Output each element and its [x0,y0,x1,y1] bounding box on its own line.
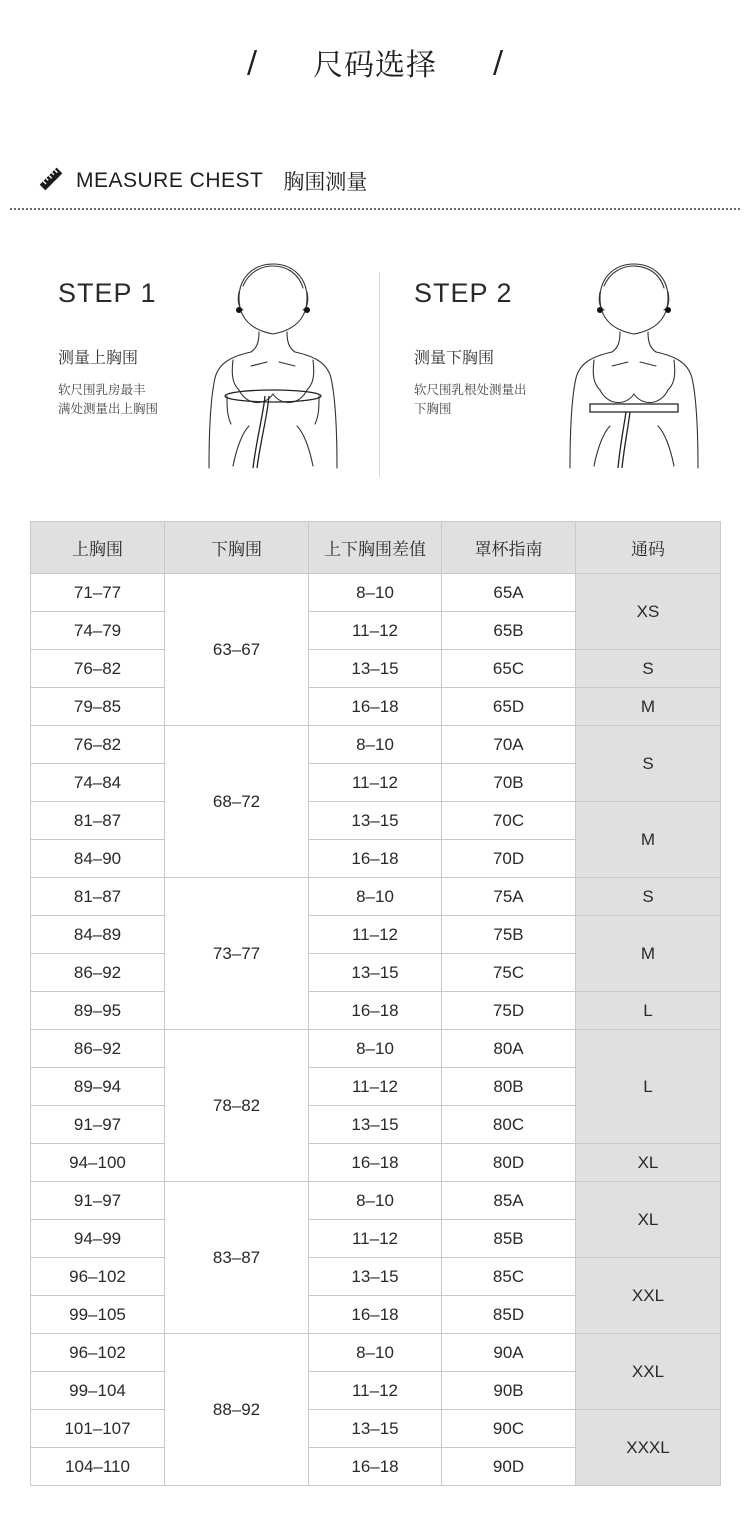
table-row [31,574,721,612]
difference-cell: 16–18 [309,992,442,1030]
size-cell: XL [576,1144,721,1182]
upper-chest-cell: 94–100 [31,1144,165,1182]
cup-cell: 70A [442,726,576,764]
page-title-text: 尺码选择 [313,48,437,83]
difference-cell: 13–15 [309,1410,442,1448]
difference-cell: 13–15 [309,650,442,688]
upper-chest-cell: 79–85 [31,688,165,726]
upper-chest-cell: 89–95 [31,992,165,1030]
table-row [31,1030,721,1068]
section-title-zh: 胸围测量 [283,170,368,194]
step-2-description [414,380,544,418]
size-cell: XXXL [576,1410,721,1486]
cup-cell: 85D [442,1296,576,1334]
cup-cell: 70D [442,840,576,878]
size-chart-table [30,521,721,1486]
step-1-desc-line-2: 满处测量出上胸围 [58,401,159,416]
difference-cell: 11–12 [309,612,442,650]
step-1-desc-line-1: 软尺围乳房最丰 [58,382,146,397]
table-row [31,1410,721,1448]
upper-chest-cell: 84–90 [31,840,165,878]
difference-cell: 8–10 [309,1334,442,1372]
cup-cell: 80A [442,1030,576,1068]
size-cell: M [576,802,721,878]
cup-cell: 80C [442,1106,576,1144]
cup-cell: 75C [442,954,576,992]
size-cell: XS [576,574,721,650]
upper-chest-cell: 74–79 [31,612,165,650]
cup-cell: 70B [442,764,576,802]
size-cell: XXL [576,1334,721,1410]
difference-cell: 11–12 [309,1068,442,1106]
cup-cell: 75A [442,878,576,916]
cup-cell: 85A [442,1182,576,1220]
difference-cell: 13–15 [309,1106,442,1144]
upper-chest-cell: 71–77 [31,574,165,612]
under-chest-cell: 68–72 [165,726,309,878]
difference-cell: 13–15 [309,802,442,840]
difference-cell: 16–18 [309,1296,442,1334]
upper-chest-cell: 94–99 [31,1220,165,1258]
table-row [31,1144,721,1182]
upper-chest-cell: 76–82 [31,650,165,688]
difference-cell: 13–15 [309,1258,442,1296]
table-row [31,688,721,726]
cup-cell: 75D [442,992,576,1030]
upper-chest-cell: 74–84 [31,764,165,802]
upper-chest-cell: 91–97 [31,1106,165,1144]
upper-chest-cell: 76–82 [31,726,165,764]
step-2-subtitle: 测量下胸围 [414,348,495,367]
size-cell: S [576,878,721,916]
ruler-icon [38,166,64,197]
size-cell: M [576,916,721,992]
cup-cell: 65B [442,612,576,650]
difference-cell: 8–10 [309,1030,442,1068]
header-under-chest: 下胸围 [165,522,309,574]
table-row [31,916,721,954]
size-cell: XL [576,1182,721,1258]
upper-chest-figure-illustration [203,256,343,478]
page-title [0,40,750,84]
under-chest-cell: 63–67 [165,574,309,726]
upper-chest-cell: 91–97 [31,1182,165,1220]
table-row [31,992,721,1030]
under-chest-cell: 78–82 [165,1030,309,1182]
upper-chest-cell: 101–107 [31,1410,165,1448]
steps-divider [379,272,380,477]
difference-cell: 8–10 [309,574,442,612]
header-chest-difference: 上下胸围差值 [309,522,442,574]
size-cell: XXL [576,1258,721,1334]
table-row [31,1258,721,1296]
cup-cell: 90D [442,1448,576,1486]
size-cell: M [576,688,721,726]
dotted-divider [10,208,740,210]
section-title-en: MEASURE CHEST [76,169,264,192]
upper-chest-cell: 81–87 [31,802,165,840]
cup-cell: 70C [442,802,576,840]
step-1-description [58,380,188,418]
difference-cell: 16–18 [309,1448,442,1486]
header-upper-chest: 上胸围 [31,522,165,574]
cup-cell: 65A [442,574,576,612]
difference-cell: 13–15 [309,954,442,992]
step-1-title: STEP 1 [58,278,157,308]
upper-chest-cell: 84–89 [31,916,165,954]
step-1-panel [58,268,348,478]
table-row [31,1334,721,1372]
table-header-row [31,522,721,574]
step-1-subtitle: 测量上胸围 [58,348,139,367]
title-slash-right: / [492,44,504,80]
header-cup-guide: 罩杯指南 [442,522,576,574]
difference-cell: 11–12 [309,764,442,802]
table-row [31,878,721,916]
header-general-size: 通码 [576,522,721,574]
cup-cell: 90B [442,1372,576,1410]
section-header [38,164,367,198]
size-cell: S [576,650,721,688]
difference-cell: 8–10 [309,726,442,764]
difference-cell: 16–18 [309,688,442,726]
upper-chest-cell: 81–87 [31,878,165,916]
cup-cell: 85C [442,1258,576,1296]
title-slash-left: / [246,44,258,80]
cup-cell: 85B [442,1220,576,1258]
under-chest-cell: 73–77 [165,878,309,1030]
cup-cell: 90A [442,1334,576,1372]
upper-chest-cell: 86–92 [31,954,165,992]
cup-cell: 65C [442,650,576,688]
difference-cell: 11–12 [309,916,442,954]
size-cell: L [576,992,721,1030]
upper-chest-cell: 89–94 [31,1068,165,1106]
table-row [31,802,721,840]
table-row [31,726,721,764]
under-chest-cell: 83–87 [165,1182,309,1334]
difference-cell: 11–12 [309,1372,442,1410]
upper-chest-cell: 104–110 [31,1448,165,1486]
upper-chest-cell: 99–104 [31,1372,165,1410]
cup-cell: 80B [442,1068,576,1106]
step-2-panel [414,268,714,478]
difference-cell: 8–10 [309,1182,442,1220]
cup-cell: 75B [442,916,576,954]
cup-cell: 80D [442,1144,576,1182]
step-2-title: STEP 2 [414,278,513,308]
cup-cell: 65D [442,688,576,726]
table-row [31,650,721,688]
step-2-desc-line-1: 软尺围乳根处测量出 [414,382,527,397]
table-row [31,1182,721,1220]
under-chest-figure-illustration [564,256,704,478]
difference-cell: 16–18 [309,1144,442,1182]
size-cell: L [576,1030,721,1144]
upper-chest-cell: 96–102 [31,1334,165,1372]
difference-cell: 11–12 [309,1220,442,1258]
cup-cell: 90C [442,1410,576,1448]
under-chest-cell: 88–92 [165,1334,309,1486]
upper-chest-cell: 96–102 [31,1258,165,1296]
size-cell: S [576,726,721,802]
upper-chest-cell: 86–92 [31,1030,165,1068]
step-2-desc-line-2: 下胸围 [414,401,452,416]
difference-cell: 8–10 [309,878,442,916]
difference-cell: 16–18 [309,840,442,878]
upper-chest-cell: 99–105 [31,1296,165,1334]
